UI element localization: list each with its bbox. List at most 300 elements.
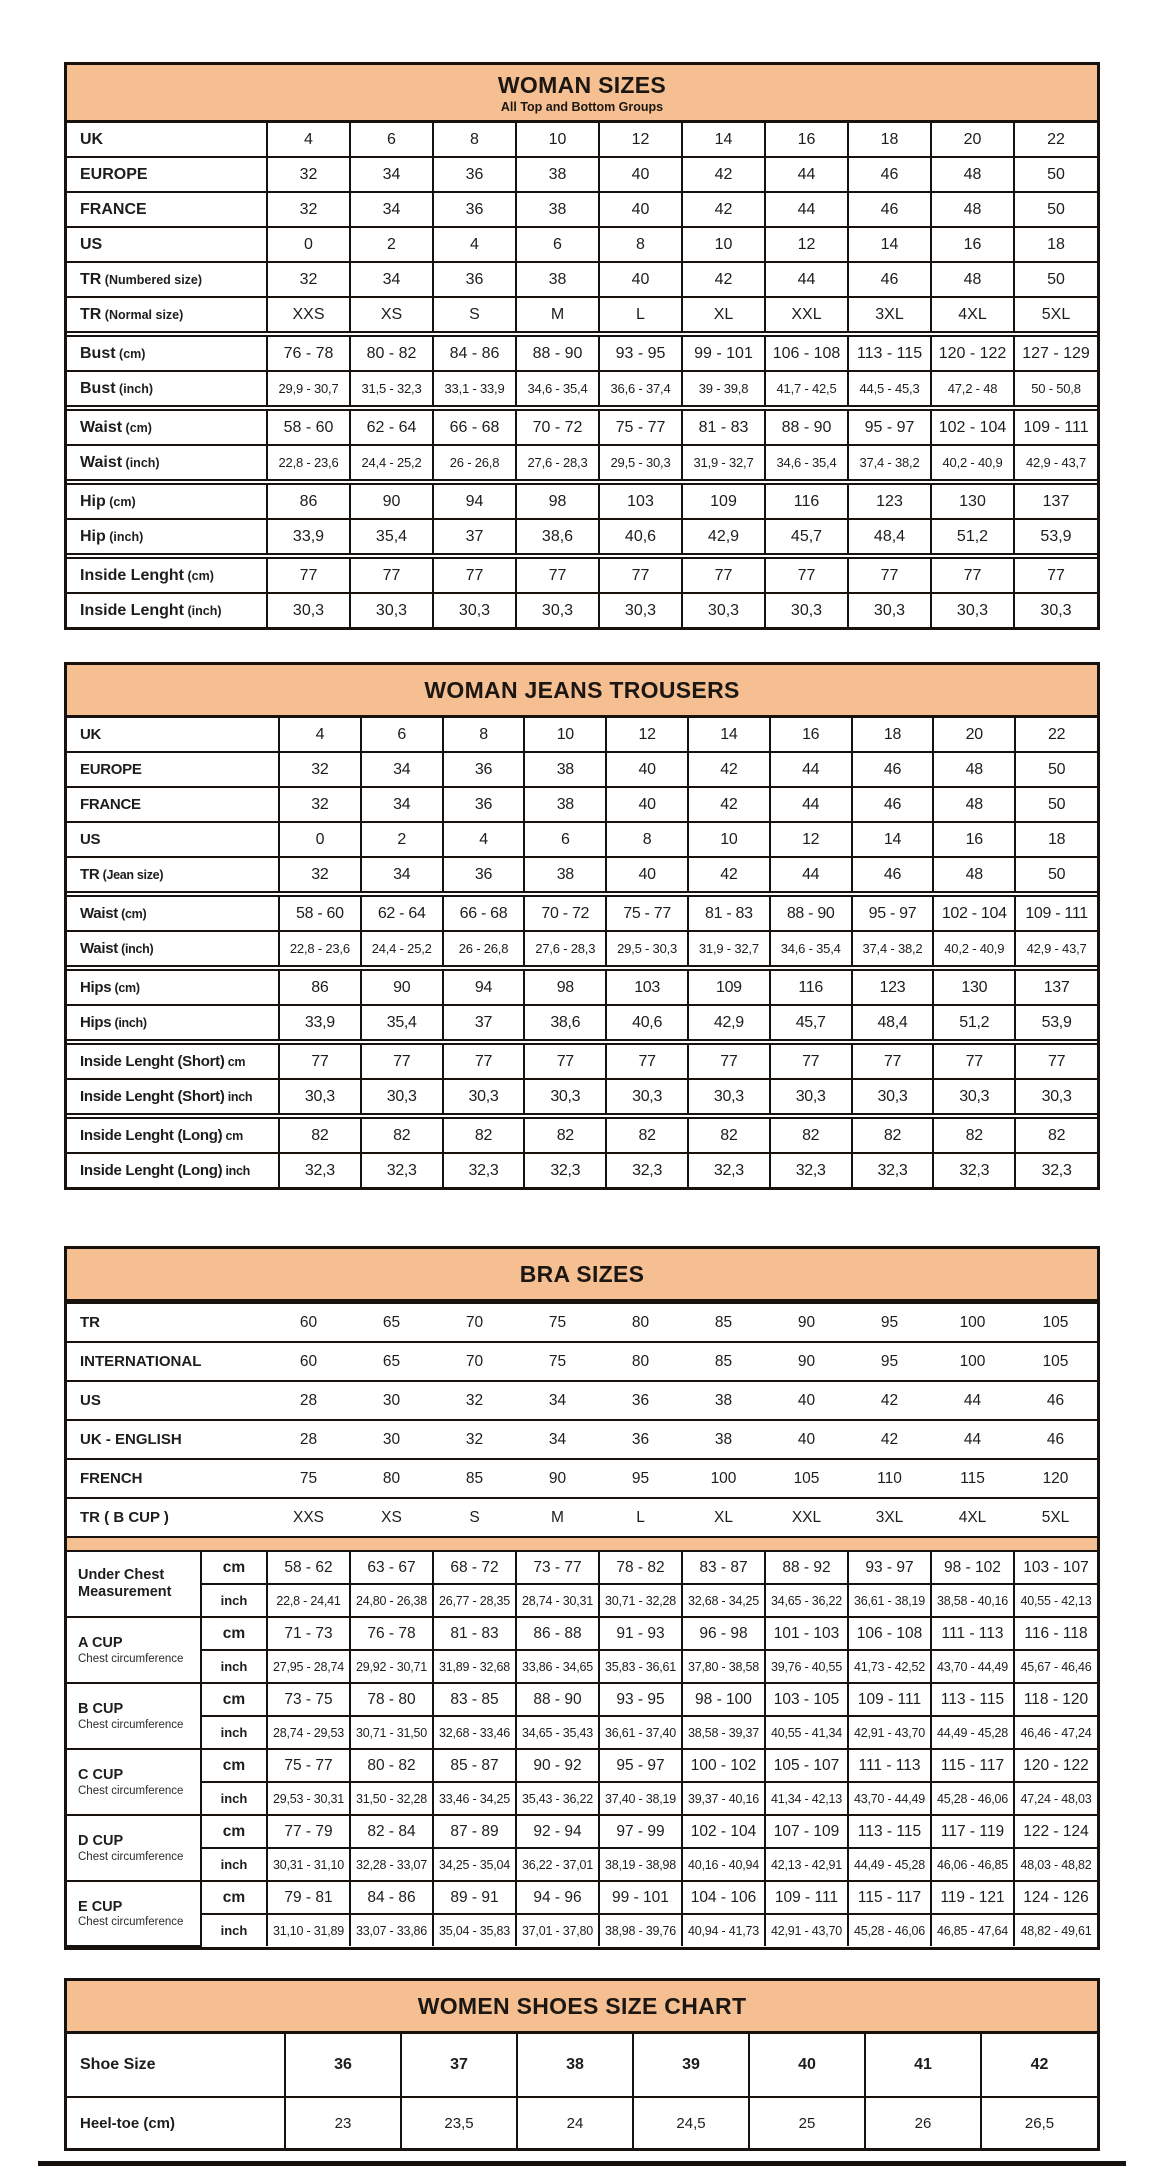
unit-label: cm	[201, 1815, 267, 1848]
table-cell: 45,7	[770, 1005, 852, 1042]
table-cell: 83 - 87	[682, 1551, 765, 1584]
table-cell: 103 - 105	[765, 1683, 848, 1716]
cup-label-title: A CUP	[78, 1635, 123, 1652]
table-cell: 2	[350, 227, 433, 262]
table-cell: 106 - 108	[765, 334, 848, 371]
table-cell: 42	[688, 857, 770, 894]
table-cell: 34,6 - 35,4	[516, 371, 599, 408]
table-cell: 103	[599, 482, 682, 519]
table-cell: 40,55 - 42,13	[1014, 1584, 1097, 1617]
table-cell: 46	[852, 752, 934, 787]
row-label	[67, 445, 267, 482]
table-cell: 33,1 - 33,9	[433, 371, 516, 408]
table-cell: 44	[770, 857, 852, 894]
table-cell: 58 - 60	[267, 408, 350, 445]
table-cell: 48	[933, 857, 1015, 894]
table-cell: 91 - 93	[599, 1617, 682, 1650]
table-cell: 100	[931, 1342, 1014, 1381]
table-cell: 28	[267, 1420, 350, 1459]
table-cell: 31,89 - 32,68	[433, 1650, 516, 1683]
table-cell: 50	[1015, 857, 1097, 894]
table-cell: 41,7 - 42,5	[765, 371, 848, 408]
table-cell: 62 - 64	[350, 408, 433, 445]
table-cell: 38	[682, 1381, 765, 1420]
bra-sizes-table	[64, 1246, 1100, 1950]
table-cell: 43,70 - 44,49	[848, 1782, 931, 1815]
table-body	[67, 2034, 1097, 2148]
table-cell: 88 - 90	[765, 408, 848, 445]
table-cell: 32,3	[852, 1153, 934, 1187]
table-cell: XS	[350, 297, 433, 334]
table-cell: 3XL	[848, 297, 931, 334]
table-row	[67, 227, 1097, 262]
row-label-note: (cm)	[184, 568, 214, 583]
table-cell: 93 - 95	[599, 1683, 682, 1716]
table-cell: 34	[350, 262, 433, 297]
table-cell: 23	[285, 2097, 401, 2148]
row-label-note: (Jean size)	[99, 868, 164, 882]
table-title: WOMAN SIZES	[497, 72, 667, 98]
row-label	[67, 1005, 279, 1042]
table-cell: 32	[433, 1420, 516, 1459]
cup-label-title: E CUP	[78, 1898, 123, 1915]
table-cell: 82	[279, 1116, 361, 1153]
table-cell: 70	[433, 1303, 516, 1342]
table-row	[67, 857, 1097, 894]
table-cell: 113 - 115	[848, 334, 931, 371]
table-row	[67, 519, 1097, 556]
table-cell: 2	[361, 822, 443, 857]
cup-label	[67, 1881, 201, 1946]
table-cell: 42,9 - 43,7	[1015, 931, 1097, 968]
table-cell: 30,3	[1015, 1079, 1097, 1116]
table-cell: 95	[848, 1303, 931, 1342]
table-cell: 37,4 - 38,2	[852, 931, 934, 968]
row-label	[67, 1342, 267, 1381]
row-label-note: inch	[224, 1090, 253, 1104]
table-cell: 40	[606, 857, 688, 894]
table-cell: 95 - 97	[599, 1749, 682, 1782]
row-label	[67, 556, 267, 593]
table-row	[67, 1815, 1097, 1848]
table-title: WOMEN SHOES SIZE CHART	[417, 1993, 747, 2019]
table-cell: 38	[516, 262, 599, 297]
table-row	[67, 408, 1097, 445]
table-cell: 94	[443, 968, 525, 1005]
table-cell: 100 - 102	[682, 1749, 765, 1782]
table-cell: 38,58 - 40,16	[931, 1584, 1014, 1617]
table-cell: 4	[433, 227, 516, 262]
table-cell: 77	[933, 1042, 1015, 1079]
table-cell: 28	[267, 1381, 350, 1420]
table-cell: 34	[516, 1420, 599, 1459]
table-cell: 32,3	[361, 1153, 443, 1187]
table-cell: 14	[852, 822, 934, 857]
table-cell: 42	[688, 752, 770, 787]
row-label	[67, 2097, 285, 2148]
row-label-text: Waist	[80, 418, 123, 436]
table-cell: 88 - 90	[516, 1683, 599, 1716]
unit-label: cm	[201, 1881, 267, 1914]
table-cell: 77	[848, 556, 931, 593]
table-cell: 109 - 111	[1014, 408, 1097, 445]
table-cell: 29,53 - 30,31	[267, 1782, 350, 1815]
table-cell: 12	[770, 822, 852, 857]
table-cell: 32,68 - 33,46	[433, 1716, 516, 1749]
table-cell: 34	[516, 1381, 599, 1420]
table-cell: 44	[765, 157, 848, 192]
table-cell: 44,5 - 45,3	[848, 371, 931, 408]
table-cell: 115 - 117	[931, 1749, 1014, 1782]
table-cell: 0	[267, 227, 350, 262]
table-cell: 35,4	[350, 519, 433, 556]
table-cell: 100	[931, 1303, 1014, 1342]
table-cell: 26 - 26,8	[443, 931, 525, 968]
table-cell: 40,94 - 41,73	[682, 1914, 765, 1946]
table-cell: 80	[599, 1342, 682, 1381]
table-cell: 26,77 - 28,35	[433, 1584, 516, 1617]
table-cell: 113 - 115	[931, 1683, 1014, 1716]
table-cell: 81 - 83	[688, 894, 770, 931]
table-cell: 32	[279, 752, 361, 787]
table-cell: 46	[852, 857, 934, 894]
table-cell: M	[516, 297, 599, 334]
table-cell: 34	[361, 787, 443, 822]
table-cell: 32,28 - 33,07	[350, 1848, 433, 1881]
table-cell: 34	[350, 192, 433, 227]
table-cell: 33,9	[267, 519, 350, 556]
row-label-text: FRANCE	[80, 796, 141, 813]
table-row	[67, 556, 1097, 593]
table-cell: 89 - 91	[433, 1881, 516, 1914]
table-cell: 33,9	[279, 1005, 361, 1042]
table-cell: 111 - 113	[931, 1617, 1014, 1650]
table-cell: 38,19 - 38,98	[599, 1848, 682, 1881]
table-cell: 35,4	[361, 1005, 443, 1042]
table-cell: 42,91 - 43,70	[848, 1716, 931, 1749]
table-cell: 50	[1015, 752, 1097, 787]
table-cell: 6	[361, 718, 443, 752]
row-label	[67, 1303, 267, 1342]
table-cell: 116	[765, 482, 848, 519]
row-label-text: TR	[80, 1314, 100, 1331]
table-cell: 80 - 82	[350, 1749, 433, 1782]
table-cell: 36	[285, 2034, 401, 2097]
table-cell: 84 - 86	[350, 1881, 433, 1914]
table-cell: 16	[931, 227, 1014, 262]
table-cell: 90	[361, 968, 443, 1005]
table-cell: 95	[599, 1459, 682, 1498]
table-cell: 68 - 72	[433, 1551, 516, 1584]
table-cell: 73 - 77	[516, 1551, 599, 1584]
table-cell: 8	[606, 822, 688, 857]
table-cell: 53,9	[1014, 519, 1097, 556]
row-label-note: (inch)	[117, 942, 154, 956]
table-cell: 44	[931, 1420, 1014, 1459]
row-label-text: UK	[80, 726, 102, 743]
table-cell: 50 - 50,8	[1014, 371, 1097, 408]
table-row	[67, 1042, 1097, 1079]
table-row	[67, 334, 1097, 371]
table-cell: 40	[749, 2034, 865, 2097]
table-cell: 99 - 101	[599, 1881, 682, 1914]
table-cell: 105	[765, 1459, 848, 1498]
table-cell: 48,03 - 48,82	[1014, 1848, 1097, 1881]
table-body	[67, 718, 1097, 1187]
spacer	[64, 1190, 1100, 1246]
table-row	[67, 262, 1097, 297]
table-cell: 30,3	[682, 593, 765, 627]
table-cell: 95 - 97	[852, 894, 934, 931]
table-cell: M	[516, 1498, 599, 1537]
table-cell: 30,3	[279, 1079, 361, 1116]
table-cell: 40,16 - 40,94	[682, 1848, 765, 1881]
row-label-text: TR	[80, 866, 100, 883]
table-cell: 77	[765, 556, 848, 593]
table-row	[67, 1650, 1097, 1683]
bra-sizes-grid	[67, 1302, 1097, 1947]
row-label-text: US	[80, 1392, 101, 1409]
spacer	[64, 1950, 1100, 1978]
table-cell: 103 - 107	[1014, 1551, 1097, 1584]
table-cell: XXL	[765, 1498, 848, 1537]
table-cell: 44	[765, 262, 848, 297]
table-cell: 46	[1014, 1381, 1097, 1420]
table-cell: 60	[267, 1303, 350, 1342]
table-cell: 23,5	[401, 2097, 517, 2148]
row-label	[67, 297, 267, 334]
row-label	[67, 1459, 267, 1498]
row-label-text: Hips	[80, 979, 112, 996]
table-cell: 32,3	[279, 1153, 361, 1187]
table-cell: 5XL	[1014, 1498, 1097, 1537]
unit-label: inch	[201, 1716, 267, 1749]
table-cell: 36,6 - 37,4	[599, 371, 682, 408]
table-cell: 30	[350, 1381, 433, 1420]
spacer	[64, 630, 1100, 662]
table-cell: 4	[279, 718, 361, 752]
table-cell: 31,10 - 31,89	[267, 1914, 350, 1946]
unit-label: cm	[201, 1683, 267, 1716]
row-label	[67, 894, 279, 931]
table-cell: 124 - 126	[1014, 1881, 1097, 1914]
row-label	[67, 1042, 279, 1079]
table-cell: 29,5 - 30,3	[599, 445, 682, 482]
row-label-text: FRENCH	[80, 1470, 143, 1487]
row-label	[67, 752, 279, 787]
table-cell: 105	[1014, 1303, 1097, 1342]
cup-label-title: Under Chest Measurement	[78, 1567, 172, 1600]
unit-label: inch	[201, 1914, 267, 1946]
row-label	[67, 262, 267, 297]
table-cell: 77	[1014, 556, 1097, 593]
row-label	[67, 968, 279, 1005]
table-cell: 24,5	[633, 2097, 749, 2148]
table-cell: 12	[599, 123, 682, 157]
table-cell: 42,91 - 43,70	[765, 1914, 848, 1946]
table-cell: 46	[1014, 1420, 1097, 1459]
table-cell: 8	[599, 227, 682, 262]
table-cell: 119 - 121	[931, 1881, 1014, 1914]
table-cell: 40	[599, 192, 682, 227]
row-label-text: EUROPE	[80, 165, 148, 183]
table-cell: 103	[606, 968, 688, 1005]
table-body	[67, 123, 1097, 627]
table-cell: 22	[1014, 123, 1097, 157]
table-cell: 38	[516, 192, 599, 227]
table-cell: 33,46 - 34,25	[433, 1782, 516, 1815]
table-cell: XL	[682, 1498, 765, 1537]
table-cell: 30,3	[933, 1079, 1015, 1116]
row-label-note: (cm)	[122, 420, 152, 435]
row-label-note: inch	[222, 1164, 250, 1178]
table-cell: 77	[350, 556, 433, 593]
table-cell: 117 - 119	[931, 1815, 1014, 1848]
table-cell: 77	[606, 1042, 688, 1079]
table-cell: 30,3	[606, 1079, 688, 1116]
table-row	[67, 1153, 1097, 1187]
table-cell: 94 - 96	[516, 1881, 599, 1914]
table-cell: 44	[931, 1381, 1014, 1420]
table-cell: 40,6	[606, 1005, 688, 1042]
table-cell: 63 - 67	[350, 1551, 433, 1584]
table-cell: 10	[682, 227, 765, 262]
table-cell: 95 - 97	[848, 408, 931, 445]
table-cell: 50	[1014, 192, 1097, 227]
table-row	[67, 718, 1097, 752]
table-cell: 123	[852, 968, 934, 1005]
row-label	[67, 1079, 279, 1116]
row-label-text: INTERNATIONAL	[80, 1353, 202, 1370]
table-cell: 42,9	[688, 1005, 770, 1042]
table-cell: 82	[852, 1116, 934, 1153]
table-cell: 50	[1014, 262, 1097, 297]
table-cell: 78 - 80	[350, 1683, 433, 1716]
row-label-text: US	[80, 831, 101, 848]
table-cell: 107 - 109	[765, 1815, 848, 1848]
row-label	[67, 822, 279, 857]
table-cell: 116	[770, 968, 852, 1005]
table-cell: 42	[848, 1381, 931, 1420]
shoes-size-header	[67, 1981, 1097, 2034]
table-row	[67, 1716, 1097, 1749]
unit-label: inch	[201, 1782, 267, 1815]
table-cell: 44	[770, 787, 852, 822]
table-cell: 42	[688, 787, 770, 822]
table-cell: 41,34 - 42,13	[765, 1782, 848, 1815]
table-cell: 85	[433, 1459, 516, 1498]
row-label-text: Heel-toe (cm)	[80, 2114, 176, 2132]
table-cell: 0	[279, 822, 361, 857]
table-row	[67, 1498, 1097, 1537]
table-cell: 79 - 81	[267, 1881, 350, 1914]
table-cell: S	[433, 1498, 516, 1537]
table-cell: 70	[433, 1342, 516, 1381]
table-cell: 36	[599, 1420, 682, 1459]
row-label-text: Waist	[80, 940, 118, 957]
table-cell: 30,3	[765, 593, 848, 627]
row-label-text: Inside Lenght (Short)	[80, 1053, 225, 1070]
row-label-note: (cm)	[117, 907, 147, 921]
table-cell: 18	[1015, 822, 1097, 857]
table-cell: 29,5 - 30,3	[606, 931, 688, 968]
table-cell: 77	[433, 556, 516, 593]
table-cell: 47,24 - 48,03	[1014, 1782, 1097, 1815]
table-cell: 77 - 79	[267, 1815, 350, 1848]
table-cell: 31,9 - 32,7	[688, 931, 770, 968]
table-cell: 30,3	[852, 1079, 934, 1116]
table-cell: 115	[931, 1459, 1014, 1498]
table-cell: 77	[1015, 1042, 1097, 1079]
table-cell: 109	[682, 482, 765, 519]
table-cell: 46,85 - 47,64	[931, 1914, 1014, 1946]
row-label	[67, 157, 267, 192]
row-label-text: Inside Lenght (Long)	[80, 1127, 223, 1144]
table-cell: 60	[267, 1342, 350, 1381]
table-cell: 48	[933, 752, 1015, 787]
table-cell: 24,4 - 25,2	[350, 445, 433, 482]
table-row	[67, 1459, 1097, 1498]
table-cell: 77	[443, 1042, 525, 1079]
table-cell: 80	[599, 1303, 682, 1342]
table-cell: 26,5	[981, 2097, 1097, 2148]
bottom-rule	[38, 2161, 1126, 2166]
table-cell: 77	[279, 1042, 361, 1079]
table-cell: 26	[865, 2097, 981, 2148]
table-cell: 43,70 - 44,49	[931, 1650, 1014, 1683]
table-cell: 30,3	[1014, 593, 1097, 627]
table-cell: 22,8 - 24,41	[267, 1584, 350, 1617]
table-cell: 122 - 124	[1014, 1815, 1097, 1848]
cup-label-title: B CUP	[78, 1701, 124, 1718]
table-cell: 30,71 - 32,28	[599, 1584, 682, 1617]
table-cell: 27,95 - 28,74	[267, 1650, 350, 1683]
row-label-text: UK - ENGLISH	[80, 1431, 182, 1448]
shoes-size-table	[64, 1978, 1100, 2151]
table-cell: 137	[1015, 968, 1097, 1005]
table-cell: 37	[401, 2034, 517, 2097]
table-cell: 42	[981, 2034, 1097, 2097]
row-label	[67, 2034, 285, 2097]
table-cell: 45,28 - 46,06	[848, 1914, 931, 1946]
table-cell: 80	[350, 1459, 433, 1498]
row-label-text: EUROPE	[80, 761, 142, 778]
table-cell: 50	[1014, 157, 1097, 192]
table-row	[67, 1420, 1097, 1459]
table-cell: 26 - 26,8	[433, 445, 516, 482]
table-cell: 38,98 - 39,76	[599, 1914, 682, 1946]
table-cell: 98 - 100	[682, 1683, 765, 1716]
table-cell: 71 - 73	[267, 1617, 350, 1650]
table-cell: 48	[931, 262, 1014, 297]
table-cell: 93 - 97	[848, 1551, 931, 1584]
table-cell: 127 - 129	[1014, 334, 1097, 371]
table-cell: 20	[933, 718, 1015, 752]
table-cell: 82	[524, 1116, 606, 1153]
table-cell: 30,3	[524, 1079, 606, 1116]
table-cell: 32,3	[524, 1153, 606, 1187]
woman-sizes-table	[64, 62, 1100, 630]
table-cell: 12	[606, 718, 688, 752]
table-row	[67, 1683, 1097, 1716]
row-label	[67, 408, 267, 445]
table-cell: 12	[765, 227, 848, 262]
row-label-text: TR	[80, 305, 102, 323]
cup-label	[67, 1551, 201, 1617]
row-label	[67, 787, 279, 822]
woman-jeans-table	[64, 662, 1100, 1190]
bra-sizes-header	[67, 1249, 1097, 1302]
